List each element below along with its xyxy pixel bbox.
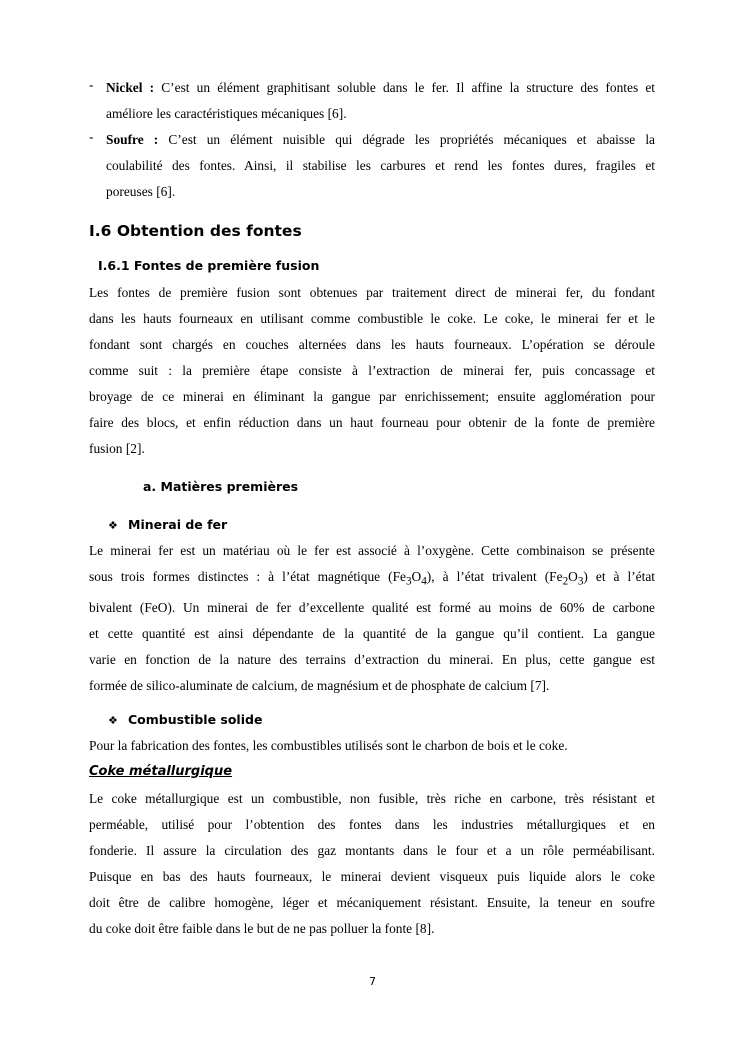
text-line: Puisque en bas des hauts fourneaux, le minerai devient visqueux puis liquide alors le coke (89, 869, 655, 884)
section-title: I.6 Obtention des fontes (89, 222, 302, 240)
page-number: 7 (369, 975, 376, 988)
bullet-soufre-line-1: Soufre : C’est un élément nuisible qui dégrade les propriétés mécaniques et abaisse la (106, 132, 655, 147)
text-line: et cette quantité est ainsi dépendante de la quantité de la gangue qu’il contient. La gangue (89, 625, 655, 641)
text-line: Le minerai fer est un matériau où le fer est associé à l’oxygène. Cette combinaison se présente (89, 543, 655, 558)
text-line: formée de silico-aluminate de calcium, de magnésium et de phosphate de calcium [7]. (89, 677, 550, 693)
text-line: doit être de calibre homogène, léger et mécaniquement résistant. Ensuite, la teneur en soufre (89, 895, 655, 910)
text-line: fonderie. Il assure la circulation des gaz montants dans le four et a un rôle perméabilisant. (89, 843, 655, 858)
bullet-nickel-line-2: améliore les caractéristiques mécaniques [6]. (106, 106, 347, 121)
bullet-soufre-line-2: coulabilité des fontes. Ainsi, il stabilise les carbures et rend les fontes dures, fragiles et (106, 158, 655, 173)
heading-combustible-solide: ❖ Combustible solide (108, 712, 263, 727)
bullet-soufre-line-3: poreuses [6]. (106, 184, 176, 199)
text-line: comme suit : la première étape consiste à l’extraction de minerai fer, puis concassage et (89, 363, 655, 378)
text-line: dans les hauts fourneaux en utilisant comme combustible le coke. Le coke, le minerai fer et le (89, 311, 655, 326)
heading-minerai-de-fer: ❖ Minerai de fer (108, 517, 228, 532)
paragraph-premiere-fusion (89, 280, 655, 462)
text-line: broyage de ce minerai en éliminant la gangue par enrichissement; ensuite agglomération pour (89, 389, 655, 404)
text-line: Les fontes de première fusion sont obtenues par traitement direct de minerai fer, du fondant (89, 285, 655, 300)
paragraph-combustibles (89, 733, 655, 759)
bullet-label: Soufre : (106, 132, 159, 147)
paragraph-coke (89, 786, 655, 942)
text-line: Pour la fabrication des fontes, les combustibles utilisés sont le charbon de bois et le coke. (89, 738, 568, 753)
diamond-bullet-icon: ❖ (108, 519, 118, 532)
text-line: fondant sont chargés en couches alternées dans les hauts fourneaux. L’opération se déroule (89, 337, 655, 352)
text-line: faire des blocs, et enfin réduction dans un haut fourneau pour obtenir de la fonte de première (89, 415, 655, 430)
text-line: perméable, utilisé pour l’obtention des fontes dans les industries métallurgiques et en (89, 817, 655, 832)
text-line-formulas: sous trois formes distinctes : à l’état magnétique $(Fe_3O_4)$, à l’état trivalent $(Fe_2O_3)$ et à l’état (89, 569, 656, 588)
paragraph-minerai (89, 538, 655, 699)
diamond-bullet-icon: ❖ (108, 714, 118, 727)
subsection-title: I.6.1 Fontes de première fusion (98, 258, 320, 273)
bullet-nickel (89, 75, 655, 127)
text-line: du coke doit être faible dans le but de ne pas polluer la fonte [8]. (89, 921, 435, 936)
bullet-dash: - (89, 77, 94, 92)
heading-matieres-premieres: a. Matières premières (143, 479, 299, 494)
text-line: fusion [2]. (89, 441, 145, 456)
heading-coke-metallurgique: Coke métallurgique (89, 764, 233, 779)
bullet-nickel-line-1: Nickel : C’est un élément graphitisant soluble dans le fer. Il affine la structure des fontes et (106, 80, 655, 95)
text-line: Le coke métallurgique est un combustible, non fusible, très riche en carbone, très résistant et (89, 791, 655, 806)
bullet-label: Nickel : (106, 80, 155, 95)
text-line: bivalent (FeO). Un minerai de fer d’excellente qualité est formé au moins de 60% de carbone (89, 599, 655, 615)
bullet-soufre (89, 127, 655, 205)
text-line: varie en fonction de la nature des terrains d’extraction du minerai. En plus, cette gangue est (89, 651, 655, 667)
bullet-dash: - (89, 129, 94, 144)
